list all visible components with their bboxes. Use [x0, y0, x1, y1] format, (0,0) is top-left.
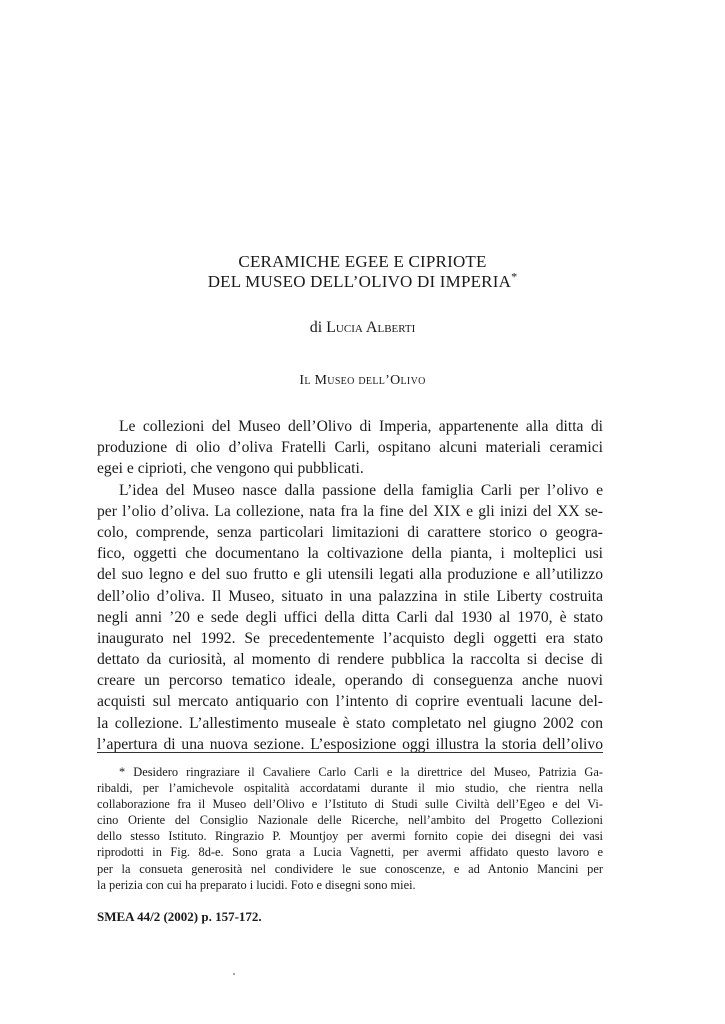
body-line: Le collezioni del Museo dell’Olivo di Imperia, appartenente alla ditta di [119, 418, 603, 435]
body-line: negli anni ’20 e sede degli uffici della ditta Carli dal 1930 al 1970, è stato [97, 608, 603, 626]
body-line: l’apertura di una nuova sezione. L’esposizione oggi illustra la storia dell’olivo [97, 735, 603, 753]
body-line: L’idea del Museo nasce dalla passione della famiglia Carli per l’olivo e [119, 481, 603, 499]
footnote [97, 764, 603, 893]
body-line: produzione di olio d’oliva Fratelli Carli, ospitano alcuni materiali ceramici [97, 439, 603, 457]
body-line: per l’olio d’oliva. La collezione, nata fra la fine del XIX e gli inizi del XX se- [97, 502, 603, 520]
title-footnote-marker: * [511, 269, 518, 284]
author-prefix: di [309, 319, 323, 336]
footnote-line: per la consueta generosità nel condividere le sue conoscenze, e ad Antonio Mancini per [97, 861, 603, 876]
body-line: egei e ciprioti, che vengono qui pubblicati. [97, 460, 364, 478]
author-byline [0, 318, 725, 338]
journal-citation: SMEA 44/2 (2002) p. 157-172. [97, 909, 262, 924]
author-name: Lucia Alberti [326, 319, 416, 336]
title-line-1: CERAMICHE EGEE E CIPRIOTE [238, 252, 487, 271]
title-line-2-text: DEL MUSEO DELL’OLIVO DI IMPERIA [207, 272, 512, 291]
article-title [0, 252, 725, 292]
footnote-line: * Desidero ringraziare il Cavaliere Carlo Carli e la direttrice del Museo, Patrizia Ga- [119, 765, 603, 779]
scan-speck [233, 973, 235, 975]
footnote-line: ribaldi, per l’amichevole ospitalità accordatami durante il mio studio, che rientra nella [97, 781, 603, 796]
footnote-line: cino Oriente del Consiglio Nazionale delle Ricerche, nell’ambito del Progetto Collezioni [97, 813, 603, 828]
body-line: acquisti sul mercato antiquario con l’intento di coprire eventuali lacune del- [97, 693, 603, 711]
footnote-line: collaborazione fra il Museo dell’Olivo e l’Istituto di Studi sulle Civiltà dell’Egeo e del Vi- [97, 797, 603, 812]
body-line: creare un percorso tematico ideale, operando di conseguenza anche nuovi [97, 672, 603, 690]
body-line: fico, oggetti che documentano la coltivazione della pianta, i molteplici usi [97, 545, 603, 563]
footnote-line: dello stesso Istituto. Ringrazio P. Mountjoy per avermi fornito copie dei disegni dei vasi [97, 829, 603, 844]
section-heading: Il Museo dell’Olivo [299, 373, 426, 388]
body-line: la collezione. L’allestimento museale è stato completato nel giugno 2002 con [97, 714, 603, 732]
title-line-2 [0, 269, 725, 292]
footnote-line: riprodotti in Fig. 8d-e. Sono grata a Lucia Vagnetti, per avermi affidato questo lavoro e [97, 845, 603, 860]
body-line: dettato da curiosità, al momento di rendere pubblica la raccolta si decise di [97, 651, 603, 669]
body-line: dell’olio d’oliva. Il Museo, situato in una palazzina in stile Liberty costruita [97, 587, 603, 605]
body-text [97, 416, 603, 755]
body-line: del suo legno e del suo frutto e gli utensili legati alla produzione e all’utilizzo [97, 566, 603, 584]
body-line: colo, comprende, senza particolari limitazioni di carattere storico o geogra- [97, 523, 603, 541]
footnote-line: la perizia con cui ha preparato i lucidi. Foto e disegni sono miei. [97, 877, 416, 892]
footnote-separator [97, 752, 603, 753]
body-line: inaugurato nel 1992. Se precedentemente l’acquisto degli oggetti era stato [97, 629, 603, 647]
